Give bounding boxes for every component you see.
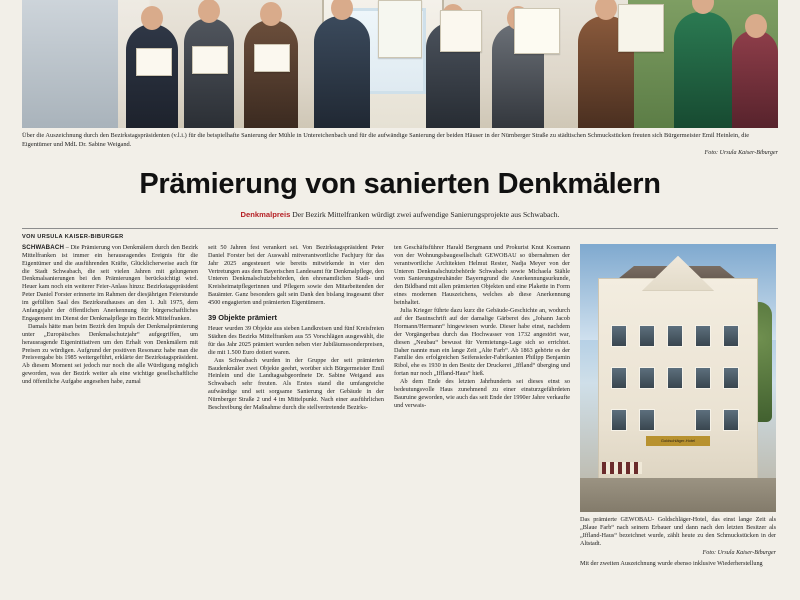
divider (22, 228, 778, 229)
article-column-2 (208, 244, 384, 596)
article-column-1 (22, 244, 198, 596)
article-column-4 (580, 244, 776, 596)
paragraph: ten Geschäftsführer Harald Bergmann und Prokurist Knut Kosmann von der Wohnungsbaugesellschaft GEWOBAU so übernahmen der verantwortliche Architekten Helmut Rester, Nadja Meyer von der Unteren Denkmalschutzbehörde Schwabach sowie Michaela Stähle vom Sanierungstreuhänder Bayerngrund die Anerkennungsurkunde, den Bildband mit allen prämierten Objekten und eine Plakette in Form eines modernen Hauszeichens, welches ab diese Anerkennung beinhaltet. (394, 243, 570, 307)
article-column-3 (394, 244, 570, 596)
person-4 (314, 16, 370, 128)
photo-window (639, 409, 655, 431)
inset-photo-credit: Foto: Ursula Kaiser-Biburger (702, 549, 776, 556)
photo-window (695, 367, 711, 389)
photo-window (639, 325, 655, 347)
person-4-head (331, 0, 353, 20)
certificate-6 (514, 8, 560, 54)
paragraph: Aus Schwabach wurden in der Gruppe der seit prämierten Baudenkmäler zwei Objekte geehrt, worüber sich Bürgermeister Emil Heinlein und die Landtagsabgeordnete Dr. Sabine Weigand aus Schwabach sehr freuten. Als Erstes stand die umfangreiche aufwändige und seit sorgsame Sanierung der Gebäude in der Nürnberger Straße 2 und 4 im Mittelpunkt. Nach einer ausführlichen Beschreibung der Maßnahme durch die stellvertretende Bezirks- (208, 356, 384, 412)
paragraph: Damals hätte man beim Bezirk den Impuls der Denkmalprämierung unter „Europäisches Denkmalschutzjahr“ aufgegriffen, um herausragende Eigeninitiativen um den Erhalt von Denkmälern mit Preisen zu würdigen. Aufgrund der positiven Resonanz habe man die Preisvergabe bis 1985 weitergeführt, erklärte der Bezirkstagspräsident. Ab diesem Moment sei jedoch nur noch die alle Würdigung möglich geworden, was der Bezirk weiter als eine wichtige gesellschaftliche und öffentliche Aufgabe angesehen habe, zumal (22, 322, 198, 386)
photo-street (580, 478, 776, 512)
person-8-head (692, 0, 714, 14)
photo-awning (602, 462, 642, 474)
person-1-head (141, 6, 163, 30)
photo-window (667, 325, 683, 347)
person-3-head (260, 2, 282, 26)
certificate-3 (254, 44, 290, 72)
page-title: Prämierung von sanierten Denkmälern (139, 167, 661, 200)
paragraph: Julia Krieger führte dazu kurz die Gebäude-Geschichte an, wodurch auf der Bauinschrift auf der damalige Gärberei des „Johann Jacob Hormann/Hermann“ hingewiesen wurde. Dieser habe einst, nachdem der Vorgängerbau durch das Hochwasser von 1732 angestört war, diesen „Neubau“ bewusst für Vermietungs-Lage sich so errichtet. Daher nannte man ein lange Zeit „Alte Farb“. Ab 1863 gehörte es der Familie des erfolgreichen Seifensieder-Fabrikanten Philipp Benjamin Ribol, ehe es 1930 in den Besitz der Druckerei „Iffland“ überging und fortan nur noch „Iffland-Haus“ hieß. (394, 307, 570, 378)
photo-window (611, 409, 627, 431)
paragraph-text: – Die Prämierung von Denkmälern durch den Bezirk Mittelfranken ist immer ein herausragendes Ereignis für die Eigentümer und die ausführenden Kräfte, Glücklicherweise auch für die Stadt Schwabach, die seit vielen Jahren mit gelungenen Denkmalsanierungen bei den Prämierungen berücksichtigt wird. Heuer kam noch ein weiterer Feier-Anlass hinzu: Bezirkstagspräsident Peter Daniel Forster erinnerte im Rahmen der diesjährigen Feierstunde im gefüllten Saal des Bezirksrathauses an den 1. Juli 1975, dem Anfangsjahr der öffentlichen Anerkennung für bürgerschaftliches Engagement im Dienst der Denkmalpflege im Bezirk Mittelfranken. (22, 243, 198, 322)
award-ceremony-photo (22, 0, 778, 128)
photo-window (723, 409, 739, 431)
certificate-5 (440, 10, 482, 52)
paragraph: Heuer wurden 39 Objekte aus sieben Landkreisen und fünf Kreisfreien Städten des Bezirks Mittelfranken aus 55 Vorschlägen ausgewählt, die für das Jahr 2025 prämiert wurden neben vier Jubiläumssonderpreisen, die mit 1.500 Euro dotiert waren. (208, 325, 384, 356)
article-columns (22, 244, 778, 596)
person-3 (244, 20, 298, 128)
photo-window (723, 367, 739, 389)
photo-window (611, 367, 627, 389)
photo-window (723, 325, 739, 347)
top-photo-caption (22, 132, 778, 158)
person-8 (674, 12, 732, 128)
photo-hotel-facade (598, 278, 758, 480)
kicker-label: Denkmalpreis (240, 209, 291, 219)
photo-left-wall (22, 0, 118, 128)
paragraph: Ab dem Ende des letzten Jahrhunderts sei dieses einst so bedeutungsvolle Haus zunehmend zu einer einsturzgefährdeten Bauruine geworden, wie auch das seit Ende der 1990er Jahre verkaufte und verwais- (394, 378, 570, 409)
hotel-sign: Goldschläger-Hotel (646, 436, 710, 446)
paragraph (22, 244, 198, 323)
top-photo-caption-text: Über die Auszeichnung durch den Bezirkstagspräsidenten (v.l.i.) für die beispielhafte Sanierung der Mühle in Untereichenbach und für die aufwändige Sanierung der beiden Häuser in der Nürnberger Straße zu städtischen Schmuckstücken freuten sich Bürgermeister Emil Heinlein, die Eigentümer und MdL Dr. Sabine Weigand. (22, 132, 750, 148)
person-2-head (198, 0, 220, 23)
photo-window (695, 409, 711, 431)
top-photo-credit: Foto: Ursula Kaiser-Biburger (704, 150, 778, 157)
certificate-2 (192, 46, 228, 74)
subheadline (100, 210, 700, 220)
certificate-7 (618, 4, 664, 52)
photo-window (667, 367, 683, 389)
subheadline-text: Der Bezirk Mittelfranken würdigt zwei aufwendige Sanierungsprojekte aus Schwabach. (292, 209, 560, 219)
article-city-label: SCHWABACH (22, 243, 65, 251)
section-subheading: 39 Objekte prämiert (208, 313, 278, 323)
photo-window (611, 325, 627, 347)
byline: VON URSULA KAISER-BIBURGER (22, 233, 124, 240)
person-7-head (595, 0, 617, 20)
gewobau-hotel-photo (580, 244, 776, 512)
paragraph: seit 50 Jahren fest verankert sei. Von Bezirkstagspräsident Peter Daniel Forster bei der Auswahl mitverantwortliche Fachjury für das Jahr 2025 angesteuert wie bereits mitwirkende in vier den Vertretungen aus dem Bayerischen Landesamt für Denkmalpflege, den Unteren Denkmalschutzbehörden, den ehrenamtlichen Stadt- und Kreisheimatpflegerinnen und Pflegern sowie den Mitarbeitenden der Bauämter. Ganz besonders galt sein Dank den bislang insgesamt über 4500 engagierten und prämierten Eigentümern. (208, 243, 384, 307)
person-9 (732, 30, 778, 128)
certificate-1 (136, 48, 172, 76)
inset-photo-caption (580, 516, 776, 557)
inset-photo-caption-text: Das prämierte GEWOBAU- Goldschläger-Hotel, das einst lange Zeit als „Blaue Farb“ nach seinem Erbauer und dann nach den letzten Besitzer als „Iffland-Haus“ bezeichnet wurde, zählt heute zu den Schmuckstücken in der Altstadt. (580, 515, 776, 548)
paragraph: Mit der zweiten Auszeichnung wurde ebenso inklusive Wiederherstellung (580, 559, 763, 567)
certificate-4 (378, 0, 422, 58)
person-1 (126, 24, 178, 128)
photo-window (639, 367, 655, 389)
person-9-head (745, 14, 767, 38)
photo-window (695, 325, 711, 347)
